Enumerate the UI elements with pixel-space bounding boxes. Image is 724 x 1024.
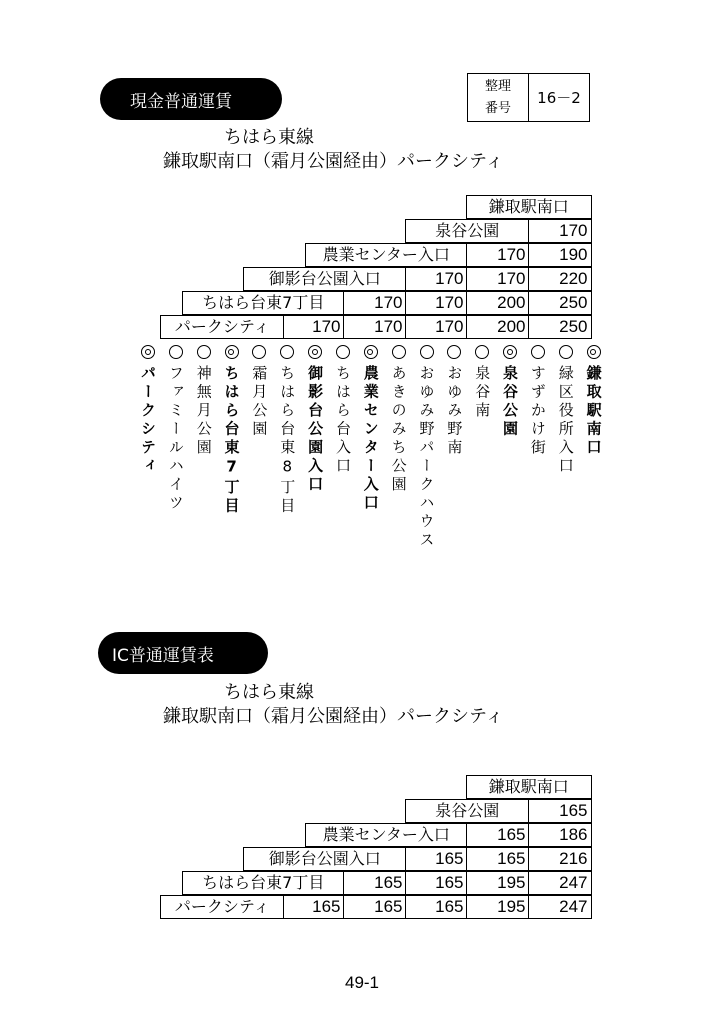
fare-cell: 170 [466, 243, 530, 267]
fare-cell: 190 [528, 243, 592, 267]
ic-route: 鎌取駅南口（霜月公園経由）パークシティ [163, 706, 504, 727]
stop-item [468, 345, 496, 421]
stop-name: すずかけ街 [528, 365, 547, 458]
stop-name: あきのみち公園 [389, 365, 408, 495]
fare-cell: 200 [466, 291, 530, 315]
stop-list [134, 345, 608, 585]
station-label: ちはら台東7丁目 [182, 291, 345, 315]
circle-icon [280, 345, 294, 359]
stop-name: 霜月公園 [250, 365, 269, 439]
double-circle-icon [225, 345, 239, 359]
stop-item [552, 345, 580, 476]
fare-cell: 165 [343, 871, 407, 895]
station-label: ちはら台東7丁目 [182, 871, 345, 895]
stop-name: 御影台公園入口 [306, 365, 325, 495]
station-label: 泉谷公園 [405, 799, 530, 823]
stop-name: おゆみ野パークハウス [417, 365, 436, 550]
double-circle-icon [364, 345, 378, 359]
double-circle-icon [503, 345, 517, 359]
fare-cell: 250 [528, 315, 592, 339]
stop-name: ちはら台東8丁目 [278, 365, 297, 516]
stop-item [329, 345, 357, 476]
stop-item [245, 345, 273, 439]
fare-cell: 165 [343, 895, 407, 919]
page-number: 49-1 [344, 973, 380, 992]
fare-cell: 170 [343, 315, 407, 339]
fare-cell: 165 [283, 895, 345, 919]
stop-item [134, 345, 162, 476]
stop-item [162, 345, 190, 513]
stop-item [357, 345, 385, 513]
circle-icon [559, 345, 573, 359]
fare-cell: 170 [343, 291, 407, 315]
stop-name: ちはら台入口 [333, 365, 352, 476]
stop-item [413, 345, 441, 550]
fare-cell: 186 [528, 823, 592, 847]
circle-icon [252, 345, 266, 359]
stop-item [440, 345, 468, 458]
stop-item [218, 345, 246, 516]
fare-cell: 247 [528, 895, 592, 919]
cash-fare-badge-label: 現金普通運賃 [130, 91, 232, 112]
station-label: 農業センター入口 [305, 243, 468, 267]
reference-label [468, 74, 529, 121]
fare-cell: 216 [528, 847, 592, 871]
fare-cell: 170 [528, 219, 592, 243]
station-label: 鎌取駅南口 [466, 775, 592, 799]
station-label: 御影台公園入口 [243, 847, 407, 871]
stop-item [580, 345, 608, 458]
circle-icon [475, 345, 489, 359]
stop-name: 農業センター入口 [361, 365, 380, 513]
fare-cell: 220 [528, 267, 592, 291]
fare-cell: 195 [466, 871, 530, 895]
cash-fare-badge [100, 78, 282, 120]
double-circle-icon [587, 345, 601, 359]
double-circle-icon [308, 345, 322, 359]
stop-item [301, 345, 329, 495]
reference-number-box [467, 73, 590, 122]
reference-label-line1: 整理 [484, 78, 511, 94]
cash-route: 鎌取駅南口（霜月公園経由）パークシティ [163, 151, 504, 172]
fare-cell: 170 [405, 315, 468, 339]
station-label: パークシティ [160, 315, 285, 339]
station-label: 農業センター入口 [305, 823, 468, 847]
fare-cell: 170 [405, 267, 468, 291]
fare-cell: 170 [283, 315, 345, 339]
circle-icon [197, 345, 211, 359]
fare-cell: 250 [528, 291, 592, 315]
stop-name: 泉谷公園 [501, 365, 520, 439]
fare-cell: 165 [405, 871, 468, 895]
stop-name: 鎌取駅南口 [584, 365, 603, 458]
stop-name: ファミールハイツ [166, 365, 185, 513]
fare-cell: 165 [405, 847, 468, 871]
fare-cell: 165 [466, 847, 530, 871]
stop-name: 泉谷南 [473, 365, 492, 421]
station-label: 泉谷公園 [405, 219, 530, 243]
stop-name: パークシティ [139, 365, 157, 476]
cash-line-name: ちはら東線 [224, 127, 314, 148]
station-label: パークシティ [160, 895, 285, 919]
circle-icon [447, 345, 461, 359]
circle-icon [169, 345, 183, 359]
stop-item [273, 345, 301, 516]
stop-name: ちはら台東7丁目 [222, 365, 241, 516]
reference-value: 16－2 [537, 89, 581, 107]
double-circle-icon [141, 345, 155, 359]
fare-cell: 165 [466, 823, 530, 847]
fare-cell: 170 [405, 291, 468, 315]
ic-fare-badge [98, 632, 268, 674]
fare-cell: 195 [466, 895, 530, 919]
stop-item [385, 345, 413, 495]
stop-name: 神無月公園 [194, 365, 213, 458]
fare-cell: 200 [466, 315, 530, 339]
fare-cell: 247 [528, 871, 592, 895]
reference-label-line2: 番号 [484, 100, 511, 116]
station-label: 鎌取駅南口 [466, 195, 592, 219]
fare-cell: 165 [528, 799, 592, 823]
stop-name: 緑区役所入口 [556, 365, 575, 476]
ic-line-name: ちはら東線 [224, 682, 314, 703]
ic-fare-badge-label: IC普通運賃表 [112, 645, 214, 666]
fare-cell: 170 [466, 267, 530, 291]
circle-icon [336, 345, 350, 359]
stop-item [524, 345, 552, 458]
stop-item [190, 345, 218, 458]
stop-name: おゆみ野南 [445, 365, 464, 458]
station-label: 御影台公園入口 [243, 267, 407, 291]
fare-cell: 165 [405, 895, 468, 919]
stop-item [496, 345, 524, 439]
circle-icon [392, 345, 406, 359]
circle-icon [531, 345, 545, 359]
circle-icon [420, 345, 434, 359]
